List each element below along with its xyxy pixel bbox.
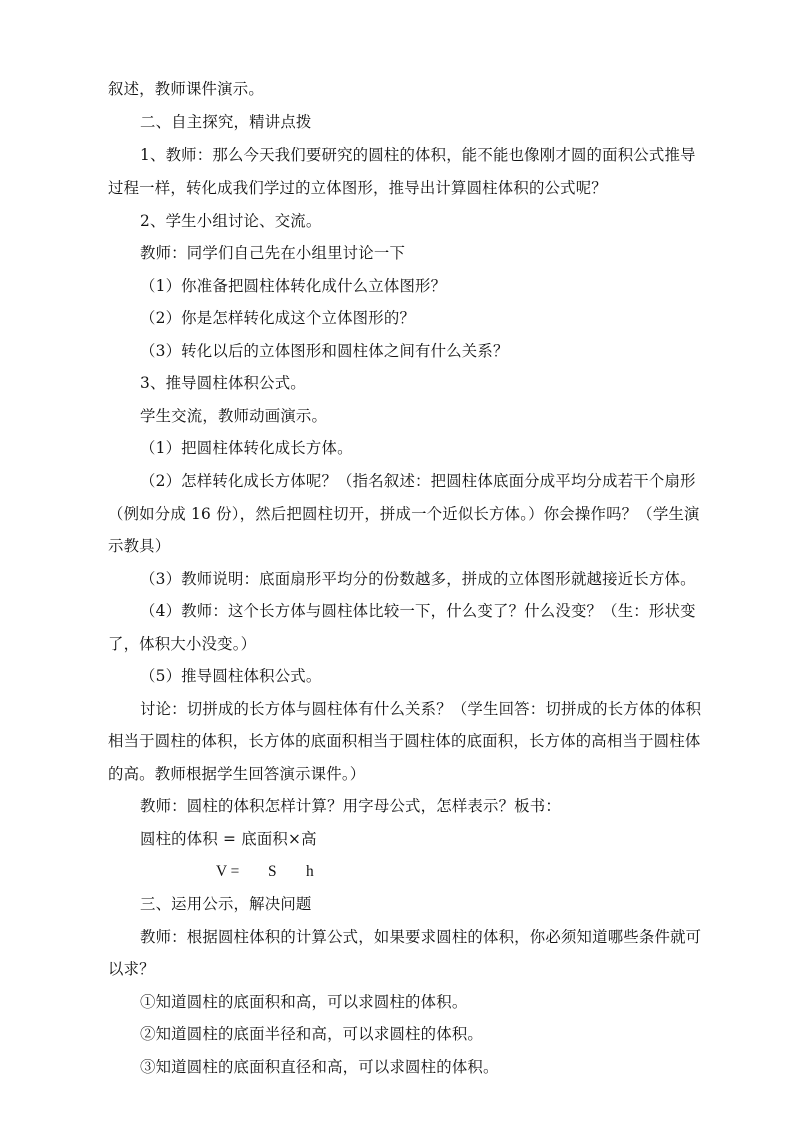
text-line: 讨论：切拼成的长方体与圆柱体有什么关系？（学生回答：切拼成的长方体的体积 [140,700,702,718]
formula-s: S [268,863,277,880]
text-line: 3、推导圆柱体积公式。 [140,374,306,392]
text-line: 相当于圆柱的体积，长方体的底面积相当于圆柱体的底面积，长方体的高相当于圆柱体 [108,732,701,750]
text-line: 教师：圆柱的体积怎样计算？用字母公式，怎样表示？板书： [140,797,561,815]
list-item: ②知道圆柱的底面半径和高，可以求圆柱的体积。 [140,1025,483,1043]
text-line: 的高。教师根据学生回答演示课件。） [108,765,366,783]
list-item: （1）把圆柱体转化成长方体。 [140,439,353,457]
text-line: 过程一样，转化成我们学过的立体图形，推导出计算圆柱体积的公式呢？ [108,179,607,197]
list-item: （5）推导圆柱体积公式。 [140,667,322,685]
section-heading: 三、运用公示，解决问题 [140,895,312,913]
text-line: 了，体积大小没变。） [108,635,257,653]
list-item: ①知道圆柱的底面积和高，可以求圆柱的体积。 [140,993,468,1011]
list-item: （1）你准备把圆柱体转化成什么立体图形？ [140,277,447,295]
formula-text: 圆柱的体积 = 底面积×高 [140,830,317,848]
text-line: 示教具） [108,537,171,555]
formula-h: h [306,863,314,880]
list-item: （4）教师：这个长方体与圆柱体比较一下，什么变了？什么没变？（生：形状变 [140,602,696,620]
list-item: （3）转化以后的立体图形和圆柱体之间有什么关系？ [140,342,509,360]
list-item: （2）你是怎样转化成这个立体图形的？ [140,309,416,327]
text-line: 教师：根据圆柱体积的计算公式，如果要求圆柱的体积，你必须知道哪些条件就可 [140,928,702,946]
list-item: （3）教师说明：底面扇形平均分的份数越多，拼成的立体图形就越接近长方体。 [140,570,696,588]
list-item: ③知道圆柱的底面积直径和高，可以求圆柱的体积。 [140,1058,499,1076]
section-heading: 二、自主探究，精讲点拨 [140,113,312,131]
text-line: 以求？ [108,960,155,978]
text-line: 学生交流，教师动画演示。 [140,407,328,425]
text-line: 叙述，教师课件演示。 [108,80,264,98]
text-line: 1、教师：那么今天我们要研究的圆柱的体积，能不能也像刚才圆的面积公式推导 [140,146,696,164]
text-line: （例如分成 16 份），然后把圆柱切开，拼成一个近似长方体。）你会操作吗？（学生演 [108,505,700,523]
text-line: 2、学生小组讨论、交流。 [140,212,322,230]
text-line: 教师：同学们自己先在小组里讨论一下 [140,244,406,262]
list-item: （2）怎样转化成长方体呢？（指名叙述：把圆柱体底面分成平均分成若干个扇形 [140,472,696,490]
formula-v: V = [216,863,240,880]
